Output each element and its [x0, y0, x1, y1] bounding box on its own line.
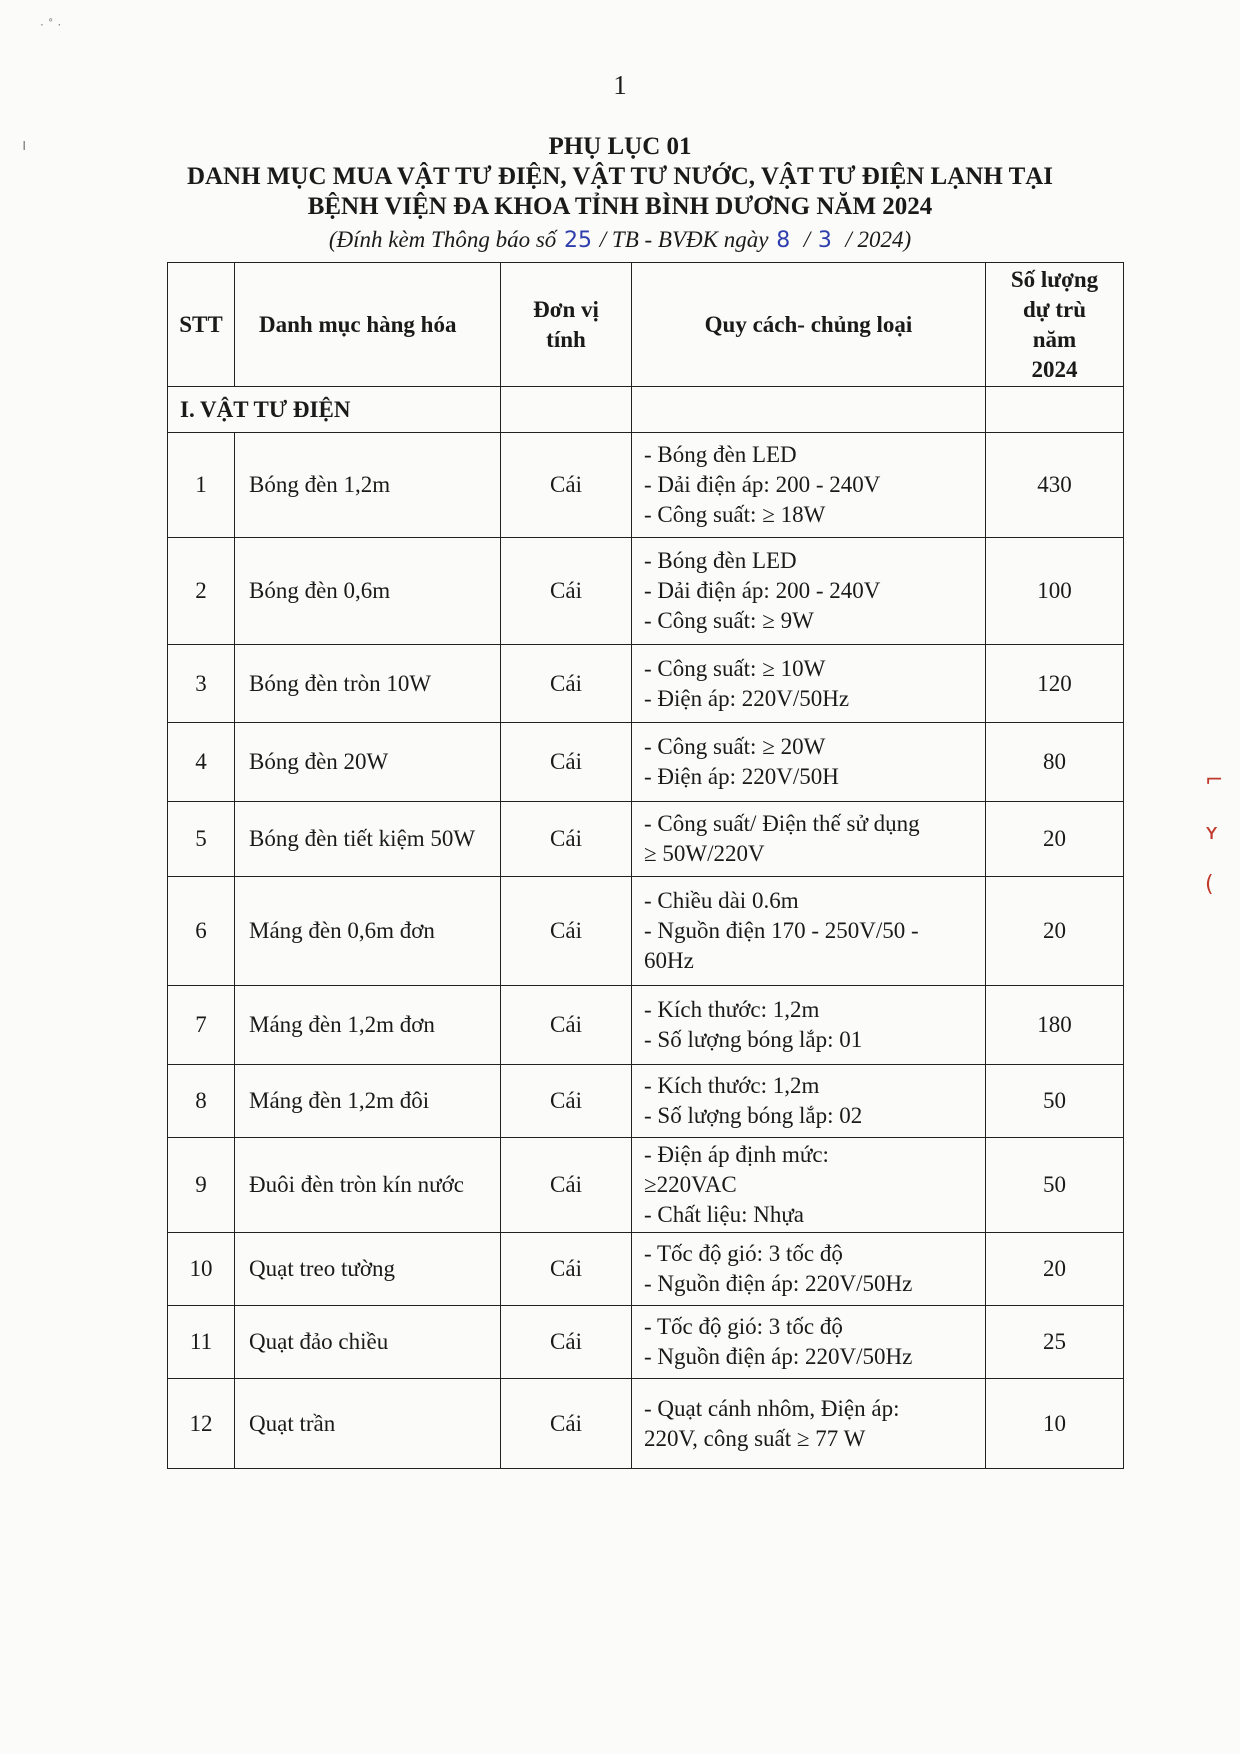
table-row — [168, 538, 1124, 645]
row-quantity: 120 — [986, 645, 1124, 723]
section-empty-cell — [632, 387, 986, 433]
attachment-year: / 2024) — [845, 227, 912, 252]
spec-line: - Nguồn điện 170 - 250V/50 - — [644, 918, 919, 943]
row-item-name: Bóng đèn 0,6m — [235, 538, 501, 645]
spec-line: - Số lượng bóng lắp: 02 — [644, 1103, 863, 1128]
row-item-name: Bóng đèn 20W — [235, 723, 501, 802]
row-stt: 11 — [168, 1306, 235, 1379]
row-stt: 6 — [168, 877, 235, 986]
row-item-name: Bóng đèn tròn 10W — [235, 645, 501, 723]
row-item-name: Quạt đảo chiều — [235, 1306, 501, 1379]
spec-line: - Nguồn điện áp: 220V/50Hz — [644, 1271, 913, 1296]
document-heading — [0, 132, 1240, 257]
row-spec — [632, 1233, 986, 1306]
row-item-name: Máng đèn 0,6m đơn — [235, 877, 501, 986]
header-qty-line2: dự trù — [1022, 296, 1086, 322]
row-stt: 9 — [168, 1138, 235, 1233]
attachment-prefix: (Đính kèm Thông báo số — [328, 227, 557, 252]
row-stt: 2 — [168, 538, 235, 645]
row-spec — [632, 723, 986, 802]
scan-speck: ı — [22, 135, 27, 154]
table-row — [168, 645, 1124, 723]
row-stt: 1 — [168, 433, 235, 538]
spec-line: - Số lượng bóng lắp: 01 — [644, 1027, 863, 1052]
row-spec — [632, 1379, 986, 1469]
row-spec — [632, 538, 986, 645]
row-unit: Cái — [501, 433, 632, 538]
header-unit-line1: Đơn vị — [533, 296, 599, 322]
row-quantity: 10 — [986, 1379, 1124, 1469]
spec-line: - Quạt cánh nhôm, Điện áp: — [644, 1395, 900, 1421]
row-unit: Cái — [501, 986, 632, 1065]
table-row — [168, 1138, 1124, 1233]
row-quantity: 20 — [986, 877, 1124, 986]
handwritten-number: 25 — [564, 228, 593, 253]
attachment-mid: / TB - BVĐK ngày — [599, 227, 769, 252]
row-spec — [632, 1306, 986, 1379]
spec-line: - Điện áp định mức: — [644, 1142, 829, 1167]
section-row — [168, 387, 1124, 433]
spec-line: - Kích thước: 1,2m — [644, 997, 820, 1022]
row-unit: Cái — [501, 723, 632, 802]
table-header-row — [168, 263, 1124, 387]
header-unit-line2: tính — [546, 326, 586, 352]
row-stt: 10 — [168, 1233, 235, 1306]
spec-line: - Công suất: ≥ 18W — [644, 502, 826, 527]
spec-line: ≥220VAC — [644, 1172, 737, 1197]
row-quantity: 100 — [986, 538, 1124, 645]
document-title-line2: BỆNH VIỆN ĐA KHOA TỈNH BÌNH DƯƠNG NĂM 2024 — [307, 193, 933, 220]
row-unit: Cái — [501, 645, 632, 723]
header-qty-line3: năm — [1032, 326, 1077, 352]
row-quantity: 180 — [986, 986, 1124, 1065]
row-unit: Cái — [501, 1065, 632, 1138]
row-stt: 4 — [168, 723, 235, 802]
table-row — [168, 1233, 1124, 1306]
spec-line: - Điện áp: 220V/50Hz — [644, 685, 850, 711]
row-stt: 3 — [168, 645, 235, 723]
table-row — [168, 1065, 1124, 1138]
supply-table — [167, 262, 1124, 1469]
spec-line: - Dải điện áp: 200 - 240V — [644, 472, 881, 497]
row-unit: Cái — [501, 1306, 632, 1379]
table-row — [168, 986, 1124, 1065]
spec-line: - Kích thước: 1,2m — [644, 1073, 820, 1098]
row-stt: 7 — [168, 986, 235, 1065]
table-row — [168, 1306, 1124, 1379]
row-quantity: 20 — [986, 1233, 1124, 1306]
table-row — [168, 802, 1124, 877]
handwritten-month: 3 — [817, 228, 832, 253]
attachment-note — [0, 224, 1240, 257]
section-title: I. VẬT TƯ ĐIỆN — [168, 387, 501, 433]
header-qty-line4: 2024 — [1031, 356, 1078, 382]
row-unit: Cái — [501, 1233, 632, 1306]
row-quantity: 50 — [986, 1065, 1124, 1138]
spec-line: - Công suất/ Điện thế sử dụng — [644, 811, 920, 836]
row-quantity: 80 — [986, 723, 1124, 802]
row-spec — [632, 802, 986, 877]
appendix-title: PHỤ LỤC 01 — [548, 133, 692, 160]
row-spec — [632, 1138, 986, 1233]
row-unit: Cái — [501, 1379, 632, 1469]
spec-line: - Công suất: ≥ 9W — [644, 608, 814, 633]
row-quantity: 430 — [986, 433, 1124, 538]
table-row — [168, 723, 1124, 802]
header-qty-line1: Số lượng — [1010, 266, 1099, 292]
spec-line: - Chiều dài 0.6m — [644, 888, 799, 913]
row-item-name: Quạt treo tường — [235, 1233, 501, 1306]
row-item-name: Đuôi đèn tròn kín nước — [235, 1138, 501, 1233]
row-spec — [632, 877, 986, 986]
header-quantity — [986, 263, 1124, 387]
spec-line: 60Hz — [644, 948, 694, 973]
row-unit: Cái — [501, 877, 632, 986]
row-quantity: 25 — [986, 1306, 1124, 1379]
header-item-name: Danh mục hàng hóa — [235, 263, 501, 387]
row-item-name: Bóng đèn 1,2m — [235, 433, 501, 538]
spec-line: - Công suất: ≥ 20W — [644, 734, 826, 759]
spec-line: - Nguồn điện áp: 220V/50Hz — [644, 1344, 913, 1369]
table-row — [168, 1379, 1124, 1469]
row-item-name: Bóng đèn tiết kiệm 50W — [235, 802, 501, 877]
spec-line: - Bóng đèn LED — [644, 548, 797, 573]
spec-line: - Bóng đèn LED — [644, 442, 797, 467]
row-stt: 8 — [168, 1065, 235, 1138]
spec-line: 220V, công suất ≥ 77 W — [644, 1425, 866, 1451]
table-row — [168, 877, 1124, 986]
document-title-line1: DANH MỤC MUA VẬT TƯ ĐIỆN, VẬT TƯ NƯỚC, VẬT TƯ ĐIỆN LẠNH TẠI — [186, 163, 1054, 190]
row-item-name: Máng đèn 1,2m đơn — [235, 986, 501, 1065]
row-unit: Cái — [501, 538, 632, 645]
row-stt: 12 — [168, 1379, 235, 1469]
spec-line: - Công suất: ≥ 10W — [644, 655, 826, 681]
header-spec: Quy cách- chủng loại — [632, 263, 986, 387]
spec-line: - Tốc độ gió: 3 tốc độ — [644, 1241, 843, 1266]
header-stt: STT — [168, 263, 235, 387]
spec-line: ≥ 50W/220V — [644, 841, 765, 866]
spec-line: - Tốc độ gió: 3 tốc độ — [644, 1314, 843, 1339]
section-empty-cell — [986, 387, 1124, 433]
row-spec — [632, 433, 986, 538]
row-quantity: 20 — [986, 802, 1124, 877]
margin-handwritten-marks: ⌐ ʏ ( — [1205, 768, 1224, 897]
row-item-name: Quạt trần — [235, 1379, 501, 1469]
page-number: 1 — [613, 70, 627, 100]
row-stt: 5 — [168, 802, 235, 877]
handwritten-day: 8 — [776, 228, 791, 253]
row-unit: Cái — [501, 1138, 632, 1233]
date-separator: / — [803, 227, 811, 252]
table-row — [168, 433, 1124, 538]
spec-line: - Chất liệu: Nhựa — [644, 1202, 805, 1227]
spec-line: - Dải điện áp: 200 - 240V — [644, 578, 881, 603]
row-spec — [632, 986, 986, 1065]
section-empty-cell — [501, 387, 632, 433]
row-spec — [632, 645, 986, 723]
spec-line: - Điện áp: 220V/50H — [644, 764, 839, 789]
row-item-name: Máng đèn 1,2m đôi — [235, 1065, 501, 1138]
row-unit: Cái — [501, 802, 632, 877]
row-spec — [632, 1065, 986, 1138]
scan-speck: · ˚ · — [40, 18, 62, 32]
header-unit — [501, 263, 632, 387]
row-quantity: 50 — [986, 1138, 1124, 1233]
